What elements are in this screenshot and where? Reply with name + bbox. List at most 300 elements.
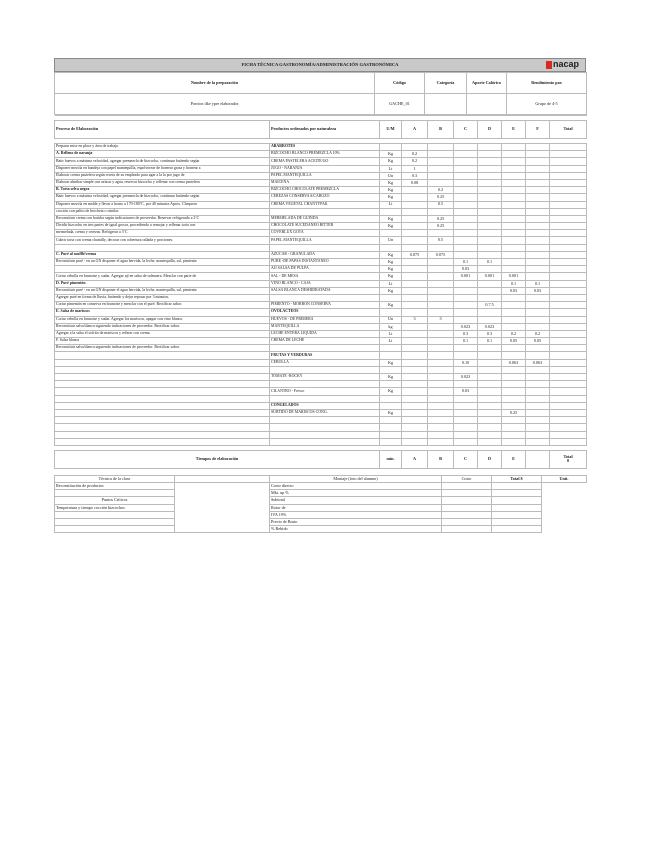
product-name: PIMIENTO - MORRON CONSERVA xyxy=(270,302,380,309)
unit-cell: Kg xyxy=(380,259,402,266)
qty-b-cell xyxy=(428,302,454,309)
process-step: Batir huevos a máxima velocidad, agregar premezcla de bizcocho, continuar batiendo según xyxy=(55,194,270,201)
total-cell xyxy=(550,230,587,237)
total-cell xyxy=(550,237,587,244)
qty-d-cell xyxy=(478,194,502,201)
unit-cell xyxy=(380,366,402,373)
qty-d-cell xyxy=(478,208,502,215)
product-name: CREMA VEGETAL CHANTYPAK xyxy=(270,201,380,208)
product-name: OVOLACTEOS xyxy=(270,309,380,316)
qty-b-cell xyxy=(428,431,454,438)
qty-c-cell xyxy=(454,431,478,438)
critical-value: Temperatura y tiempo cocción bizcochos xyxy=(55,504,175,511)
qty-a-cell xyxy=(402,144,428,151)
qty-f-cell xyxy=(526,424,550,431)
qty-b-cell xyxy=(428,287,454,294)
table-row xyxy=(55,208,587,215)
cost-item-label: Mkt. up % xyxy=(270,490,442,497)
time-a: A xyxy=(402,450,428,468)
qty-a-cell: 0.2 xyxy=(402,151,428,158)
product-name: CEBOLLA xyxy=(270,359,380,366)
qty-f-cell xyxy=(526,266,550,273)
total-cell xyxy=(550,223,587,230)
unit-cell xyxy=(380,431,402,438)
qty-c-cell xyxy=(454,402,478,409)
table-row xyxy=(55,259,587,266)
cost-item-label: % Rebido xyxy=(270,526,442,533)
unit-cell: Kg xyxy=(380,409,402,416)
qty-c-cell xyxy=(454,287,478,294)
qty-c-cell xyxy=(454,302,478,309)
qty-a-cell xyxy=(402,302,428,309)
qty-b-cell xyxy=(428,179,454,186)
table-row xyxy=(55,309,587,316)
qty-c-cell xyxy=(454,208,478,215)
unit-cell xyxy=(380,230,402,237)
logo-mark-icon xyxy=(546,61,552,69)
table-row xyxy=(55,409,587,416)
qty-e-cell: 0.03 xyxy=(502,287,526,294)
qty-c-cell xyxy=(454,165,478,172)
product-name: PURE -DE PAPAS INSTANTANEO xyxy=(270,259,380,266)
product-name xyxy=(270,381,380,388)
qty-b-cell: 0.5 xyxy=(428,237,454,244)
process-step: Batir huevos a máxima velocidad, agregar premezcla de bizcocho, continuar batiendo según xyxy=(55,158,270,165)
qty-e-cell xyxy=(502,395,526,402)
qty-f-cell: 0.1 xyxy=(526,280,550,287)
product-name: CILANTRO - Fresco xyxy=(270,388,380,395)
cost-label: Costo xyxy=(442,475,492,482)
qty-b-cell xyxy=(428,352,454,359)
cost-row xyxy=(55,511,587,518)
qty-c-cell xyxy=(454,158,478,165)
time-total-label: Total xyxy=(563,454,573,460)
footer-table xyxy=(54,475,587,534)
total-cell xyxy=(550,338,587,345)
qty-d-cell xyxy=(478,179,502,186)
qty-a-cell xyxy=(402,237,428,244)
product-name: MANTEQUILLA xyxy=(270,323,380,330)
product-name: CONGELADOS xyxy=(270,402,380,409)
qty-f-cell xyxy=(526,208,550,215)
photo-area xyxy=(175,483,270,533)
product-name: AZUCAR - GRANULADA xyxy=(270,251,380,258)
qty-d-cell xyxy=(478,359,502,366)
product-name xyxy=(270,244,380,251)
product-name: JUGO - NARANJA xyxy=(270,165,380,172)
time-unit: min. xyxy=(380,450,402,468)
total-cell xyxy=(550,352,587,359)
qty-f-cell xyxy=(526,409,550,416)
unit-cell: Kg xyxy=(380,151,402,158)
unit-cell xyxy=(380,309,402,316)
process-step: C. Puré al soufflé/crema xyxy=(55,251,270,258)
process-step: Reconstituir puré - en un GN disponer el agua hervida, la leche, mantequilla, sal, pimienta xyxy=(55,287,270,294)
unit-cell xyxy=(380,417,402,424)
table-row xyxy=(55,273,587,280)
qty-e-cell: 0.2 xyxy=(502,330,526,337)
time-total xyxy=(550,450,587,468)
qty-a-cell xyxy=(402,431,428,438)
qty-e-cell xyxy=(502,345,526,352)
qty-b-cell: 0.25 xyxy=(428,194,454,201)
qty-f-cell xyxy=(526,294,550,301)
qty-f-cell xyxy=(526,223,550,230)
product-name xyxy=(270,431,380,438)
qty-f-cell xyxy=(526,417,550,424)
product-name: MAICENA xyxy=(270,179,380,186)
col-f: F xyxy=(526,121,550,139)
cost-unit-cell xyxy=(492,526,542,533)
qty-a-cell xyxy=(402,374,428,381)
cost-row xyxy=(55,504,587,511)
qty-d-cell xyxy=(478,237,502,244)
total-cell xyxy=(550,201,587,208)
qty-f-cell xyxy=(526,438,550,445)
qty-f-cell xyxy=(526,402,550,409)
qty-d-cell xyxy=(478,309,502,316)
qty-f-cell xyxy=(526,251,550,258)
header-table xyxy=(54,72,587,115)
qty-a-cell xyxy=(402,309,428,316)
product-name: CHOCOLATE SUCEDANEO BITTER xyxy=(270,223,380,230)
total-cell xyxy=(550,259,587,266)
qty-a-cell xyxy=(402,417,428,424)
qty-c-cell xyxy=(454,409,478,416)
qty-f-cell xyxy=(526,165,550,172)
qty-a-cell xyxy=(402,409,428,416)
table-row xyxy=(55,316,587,323)
qty-b-cell xyxy=(428,345,454,352)
table-row xyxy=(55,338,587,345)
qty-d-cell xyxy=(478,395,502,402)
unit-cell: kg xyxy=(380,323,402,330)
qty-d-cell xyxy=(478,374,502,381)
technique-value: Reconstitución de productos xyxy=(55,483,175,490)
total-cell xyxy=(550,244,587,251)
unit-cell: Lt xyxy=(380,330,402,337)
unit-cell: Un xyxy=(380,172,402,179)
qty-a-cell xyxy=(402,244,428,251)
total-cell xyxy=(550,395,587,402)
qty-d-cell xyxy=(478,144,502,151)
calorie-value xyxy=(467,94,507,115)
sheet-title-bar xyxy=(54,58,586,72)
total-cell xyxy=(550,359,587,366)
total-cell xyxy=(550,251,587,258)
table-row xyxy=(55,287,587,294)
qty-b-cell xyxy=(428,230,454,237)
total-cell xyxy=(550,366,587,373)
col-total: Total xyxy=(550,121,587,139)
qty-c-cell xyxy=(454,438,478,445)
qty-c-cell xyxy=(454,244,478,251)
total-cell xyxy=(550,316,587,323)
total-cell xyxy=(550,388,587,395)
qty-e-cell xyxy=(502,158,526,165)
total-label: Total $ xyxy=(492,475,542,482)
qty-c-cell xyxy=(454,345,478,352)
qty-d-cell: 0.7.5 xyxy=(478,302,502,309)
process-step xyxy=(55,388,270,395)
unit-cell xyxy=(380,144,402,151)
product-name: FRUTAS Y VERDURAS xyxy=(270,352,380,359)
total-cell xyxy=(550,287,587,294)
qty-d-cell xyxy=(478,187,502,194)
col-b: B xyxy=(428,121,454,139)
qty-a-cell xyxy=(402,424,428,431)
qty-a-cell: 0.3 xyxy=(402,172,428,179)
qty-e-cell: 0.001 xyxy=(502,273,526,280)
qty-e-cell xyxy=(502,244,526,251)
product-name: LECHE ENTERA LIQUIDA xyxy=(270,330,380,337)
qty-f-cell xyxy=(526,215,550,222)
qty-f-cell: 0.063 xyxy=(526,359,550,366)
table-row xyxy=(55,431,587,438)
process-step: Disponer mezcla en molde y llevar a horno a 170-180°C, por 40 minutos Aprox. Chequear xyxy=(55,201,270,208)
col-products: Productos ordenados por naturaleza xyxy=(270,121,380,139)
unit-cell xyxy=(380,244,402,251)
process-step: Elaborar almibar simple con azúcar y agua, reservar bizcocho y rellenar con crema pastelera xyxy=(55,179,270,186)
qty-c-cell xyxy=(454,309,478,316)
qty-c-cell: 0.03 xyxy=(454,266,478,273)
qty-b-cell xyxy=(428,330,454,337)
cost-total-cell xyxy=(442,526,492,533)
cost-row xyxy=(55,483,587,490)
table-row xyxy=(55,201,587,208)
name-label: Nombre de la preparación xyxy=(55,73,375,94)
qty-c-cell xyxy=(454,251,478,258)
sheet-title: FICHA TÉCNICA GASTRONOMÍA/ADMINISTRACIÓN GASTRONÓMICA xyxy=(241,61,399,67)
unit-cell: Kg xyxy=(380,215,402,222)
total-cell xyxy=(550,330,587,337)
qty-d-cell xyxy=(478,215,502,222)
qty-c-cell xyxy=(454,417,478,424)
qty-f-cell: 0.03 xyxy=(526,287,550,294)
qty-b-cell xyxy=(428,366,454,373)
qty-c-cell xyxy=(454,151,478,158)
qty-a-cell xyxy=(402,402,428,409)
total-cell xyxy=(550,409,587,416)
qty-e-cell xyxy=(502,215,526,222)
time-total-value: 0 xyxy=(567,458,570,464)
yield-label: Rendimiento pax xyxy=(507,73,587,94)
table-row xyxy=(55,366,587,373)
unit-cell xyxy=(380,345,402,352)
qty-e-cell xyxy=(502,172,526,179)
process-step xyxy=(55,244,270,251)
cost-item-label: Precio de Bruto xyxy=(270,519,442,526)
qty-d-cell xyxy=(478,352,502,359)
cost-rows xyxy=(55,483,587,533)
qty-c-cell xyxy=(454,201,478,208)
qty-c-cell xyxy=(454,223,478,230)
total-cell xyxy=(550,273,587,280)
process-step: Disponer mezcla en bandeja con papel mantequilla, espolvorear de hornear grasa y hornear a xyxy=(55,165,270,172)
time-label: Tiempos de elaboración xyxy=(55,450,380,468)
qty-d-cell: 0.001 xyxy=(478,273,502,280)
qty-d-cell xyxy=(478,366,502,373)
total-cell xyxy=(550,187,587,194)
qty-a-cell xyxy=(402,366,428,373)
cost-item-label: Costo directo xyxy=(270,483,442,490)
qty-b-cell xyxy=(428,323,454,330)
cost-row xyxy=(55,526,587,533)
qty-b-cell xyxy=(428,259,454,266)
total-cell xyxy=(550,431,587,438)
qty-b-cell xyxy=(428,151,454,158)
qty-a-cell xyxy=(402,345,428,352)
ingredients-table xyxy=(54,115,587,469)
total-cell xyxy=(550,309,587,316)
qty-b-cell xyxy=(428,417,454,424)
qty-d-cell xyxy=(478,438,502,445)
qty-e-cell xyxy=(502,381,526,388)
qty-e-cell xyxy=(502,417,526,424)
unit-cell: Kg xyxy=(380,251,402,258)
qty-c-cell xyxy=(454,424,478,431)
category-value xyxy=(425,94,467,115)
unit-cell xyxy=(380,381,402,388)
process-step: Cortar cebolla en brunoise y sudar. Agregar los mariscos, apagar con vino blanco. xyxy=(55,316,270,323)
qty-a-cell xyxy=(402,208,428,215)
unit-cell: Un xyxy=(380,316,402,323)
qty-f-cell xyxy=(526,302,550,309)
qty-b-cell xyxy=(428,381,454,388)
qty-d-cell xyxy=(478,280,502,287)
unit-cell: Kg xyxy=(380,302,402,309)
qty-e-cell xyxy=(502,374,526,381)
qty-d-cell xyxy=(478,287,502,294)
qty-e-cell xyxy=(502,230,526,237)
table-row xyxy=(55,294,587,301)
process-step xyxy=(55,359,270,366)
process-step: A. Relleno de naranja xyxy=(55,151,270,158)
cost-unit-cell xyxy=(492,490,542,497)
product-name: CREMA DE LECHE xyxy=(270,338,380,345)
qty-d-cell xyxy=(478,223,502,230)
qty-e-cell xyxy=(502,194,526,201)
process-step: Reconstituir salsa blanca siguiendo indicaciones de proveedor. Rectificar sabor. xyxy=(55,345,270,352)
qty-e-cell xyxy=(502,251,526,258)
qty-c-cell xyxy=(454,215,478,222)
qty-c-cell: 0.1 xyxy=(454,259,478,266)
process-step: Cubrir torta con crema chantilly, decorar con cobertura rallada y porciones. xyxy=(55,237,270,244)
total-cell xyxy=(550,158,587,165)
qty-c-cell: 0.001 xyxy=(454,273,478,280)
qty-b-cell xyxy=(428,144,454,151)
qty-d-cell xyxy=(478,172,502,179)
qty-e-cell xyxy=(502,309,526,316)
qty-c-cell xyxy=(454,237,478,244)
table-row xyxy=(55,352,587,359)
qty-e-cell xyxy=(502,366,526,373)
qty-f-cell xyxy=(526,395,550,402)
table-row xyxy=(55,417,587,424)
qty-e-cell: 0.063 xyxy=(502,359,526,366)
product-name xyxy=(270,395,380,402)
table-row xyxy=(55,158,587,165)
technique-label: Técnica de la clase xyxy=(55,475,175,482)
qty-c-cell: 0.03 xyxy=(454,388,478,395)
qty-c-cell xyxy=(454,179,478,186)
qty-b-cell xyxy=(428,424,454,431)
qty-d-cell xyxy=(478,345,502,352)
qty-b-cell xyxy=(428,388,454,395)
unit-cell: Kg xyxy=(380,223,402,230)
process-step: E. Salsa de mariscos xyxy=(55,309,270,316)
qty-c-cell xyxy=(454,395,478,402)
process-step xyxy=(55,431,270,438)
qty-a-cell xyxy=(402,438,428,445)
qty-c-cell xyxy=(454,316,478,323)
qty-b-cell: 0.25 xyxy=(428,223,454,230)
product-name xyxy=(270,417,380,424)
unit-cell: Kg xyxy=(380,359,402,366)
product-name: SALSA BLANCA DESHIDRATADA xyxy=(270,287,380,294)
qty-f-cell xyxy=(526,194,550,201)
qty-f-cell xyxy=(526,144,550,151)
qty-e-cell xyxy=(502,223,526,230)
qty-b-cell xyxy=(428,338,454,345)
qty-d-cell xyxy=(478,230,502,237)
product-name: PAPEL MANTEQUILLA xyxy=(270,237,380,244)
product-name xyxy=(270,294,380,301)
qty-a-cell xyxy=(402,280,428,287)
process-step: Agregar puré en forma de lluvia, batiendo y dejar reposar por 3 minutos. xyxy=(55,294,270,301)
total-cell xyxy=(550,294,587,301)
unit-cell: Lt xyxy=(380,165,402,172)
category-label: Categoría xyxy=(425,73,467,94)
total-cell xyxy=(550,151,587,158)
process-step: Agregar a la salsa el sofrito de mariscos y refinar con crema. xyxy=(55,330,270,337)
product-name: AJI SALSA DE PULPA xyxy=(270,266,380,273)
unit-cell: Kg xyxy=(380,374,402,381)
unit-cell: Kg xyxy=(380,266,402,273)
qty-f-cell xyxy=(526,179,550,186)
qty-e-cell xyxy=(502,323,526,330)
yield-value: Grupo de 4-5 xyxy=(507,94,587,115)
unit-label: Unit. xyxy=(542,475,587,482)
qty-b-cell xyxy=(428,208,454,215)
cost-unit-cell xyxy=(492,497,542,504)
qty-e-cell xyxy=(502,201,526,208)
qty-e-cell xyxy=(502,302,526,309)
col-d: D xyxy=(478,121,502,139)
qty-d-cell xyxy=(478,424,502,431)
cost-unit-cell xyxy=(492,519,542,526)
table-row xyxy=(55,165,587,172)
unit-cell: Lt xyxy=(380,338,402,345)
qty-a-cell: 0.2 xyxy=(402,158,428,165)
qty-b-cell xyxy=(428,273,454,280)
total-cell xyxy=(550,323,587,330)
time-d: D xyxy=(478,450,502,468)
qty-e-cell xyxy=(502,259,526,266)
cost-total-cell xyxy=(442,511,492,518)
product-name xyxy=(270,208,380,215)
qty-b-cell xyxy=(428,266,454,273)
recipe-sheet xyxy=(54,58,586,533)
qty-e-cell: 0.05 xyxy=(502,338,526,345)
product-name: VINO BLANCO - CAJA xyxy=(270,280,380,287)
table-row xyxy=(55,179,587,186)
qty-a-cell: 0.075 xyxy=(402,251,428,258)
qty-a-cell xyxy=(402,381,428,388)
qty-e-cell xyxy=(502,179,526,186)
qty-f-cell xyxy=(526,244,550,251)
table-row xyxy=(55,424,587,431)
